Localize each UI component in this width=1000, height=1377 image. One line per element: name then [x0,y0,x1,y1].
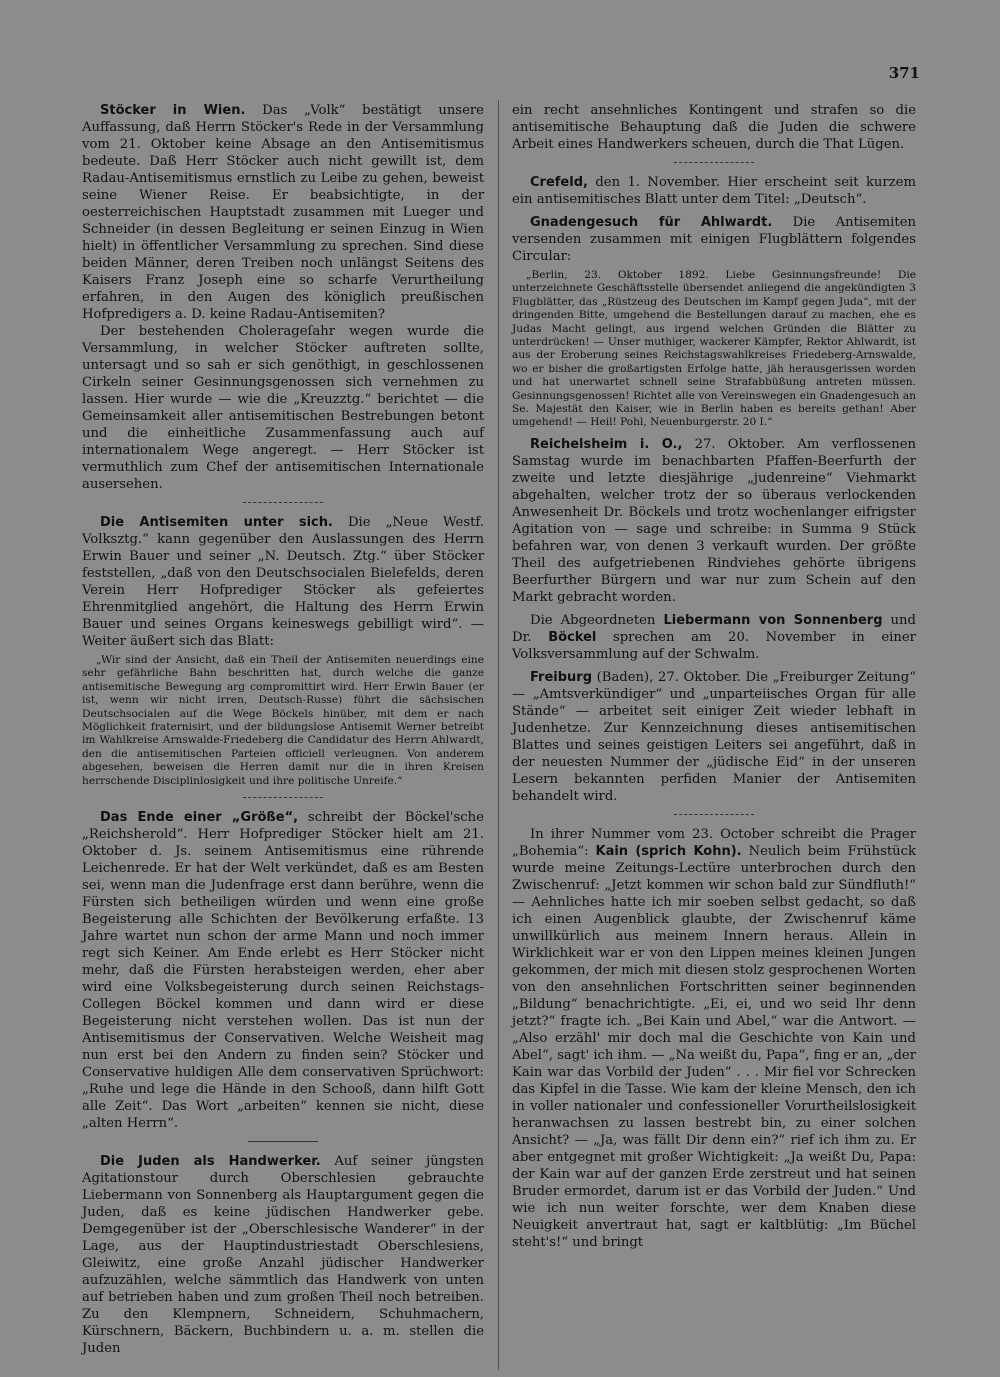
left-column [82,102,484,1357]
article-paragraph [512,669,916,805]
article-continuation: ein recht ansehnliches Kontingent und strafen so die antisemitische Behauptung daß die Juden die schwere Arbeit eines Handwerkers scheuen, durch die That Lügen. [512,103,916,152]
article-separator [243,502,323,504]
person-name: Liebermann von Sonnenberg [663,612,883,628]
article-stoecker-in-wien [82,102,484,493]
article-headline: Die Antisemiten unter sich. [100,515,333,530]
article-body: den 1. November. Hier erscheint seit kurzem ein antisemitisches Blatt unter dem Titel: „Deutsch“. [512,175,916,207]
article-text: sprechen am 20. November in einer Volksversammlung auf der Schwalm. [512,629,916,662]
article-separator [243,797,323,799]
article-paragraph [82,1153,484,1357]
article-body: schreibt der Böckel'sche „Reichsherold“. Herr Hofprediger Stöcker hielt am 21. Oktober d. Js. seinem Antisemitismus eine rührende Leichenrede. Er hat der Welt verkündet, daß es am Besten sei, wenn man die Judenfrage erst dann berühre, wenn die Fürsten sich betheiligen würden und wenn eine große Begeisterung alle Schichten der Bevölkerung erfaßte. 13 Jahre wartet nun schon der arme Mann und noch immer regt sich Keiner. Am Ende erlebt es Herr Stöcker nicht mehr, daß die Fürsten herabsteigen werden, eher aber wird eine Volksbegeisterung durch seinen Reichstags-Collegen Böckel kommen und dann wird er diese Begeisterung nicht verstehen wollen. Das ist nun der Antisemitismus der Conservativen. Welche Weisheit mag nun erst bei den Andern zu finden sein? Stöcker und Conservative huldigen Alle dem conservativen Sprüchwort: „Ruhe und lege die Hände in den Schooß, dann hilft Gott alle Zeit“. Das Wort „arbeiten“ kennen sie nicht, diese „alten Herrn“. [82,810,484,1132]
article-body: Die Antisemiten versenden zusammen mit einigen Flugblättern folgendes Circular: [512,215,916,264]
article-paragraph [512,174,916,208]
article-antisemiten-unter-sich [82,514,484,788]
article-paragraph [512,612,916,663]
article-body: Die „Neue Westf. Volksztg.“ kann gegenüber den Auslassungen des Herrn Erwin Bauer und seiner „N. Deutsch. Ztg.“ über Stöcker feststellen, „daß von den Deutschsocialen Bielefelds, deren Verein Herr Hofprediger Stöcker als gefeiertes Ehrenmitglied angehört, die Haltung des Herrn Erwin Bauer und seines Organs keineswegs gebilligt wird“. — Weiter äußert sich das Blatt: [82,515,484,649]
article-body: Auf seiner jüngsten Agitationstour durch Oberschlesien gebrauchte Liebermann von Sonnenberg als Hauptargument gegen die Juden, daß es keine jüdischen Handwerker gebe. Demgegenüber ist der „Oberschlesische Wanderer“ in der Lage, aus der Hauptindustriestadt Oberschlesiens, Gleiwitz, eine große Anzahl jüdischer Handwerker aufzuzählen, welche sämmtlich das Handwerk von unten auf betrieben haben und zum großen Theil noch betreiben. Zu den Klempnern, Schneidern, Schuhmachern, Kürschnern, Bäckern, Buchbindern u. a. m. stellen die Juden [82,1154,484,1357]
article-body: (Baden), 27. Oktober. Die „Freiburger Zeitung“ — „Amtsverkündiger“ und „unparteiisches Organ für alle Stände“ — arbeitet seit einiger Zeit wieder lebhaft in Judenhetze. Zur Kennzeichnung dieses antisemitischen Blattes und seines geistigen Leiters sei angeführt, daß in der neuesten Nummer der „jüdische Eid“ in der unseren Lesern bekannten perfiden Manier der Antisemiten behandelt wird. [512,669,916,804]
article-quote: „Wir sind der Ansicht, daß ein Theil der Antisemiten neuerdings eine sehr gefährliche Bahn beschritten hat, durch welche die ganze antisemitische Bewegung arg compromittirt wird. Herr Erwin Bauer (er ist, wenn wir nicht irren, Deutsch-Russe) führt die sächsischen Deutschsocialen auf die Wege Böckels hinüber, mit dem er nach Möglichkeit fraternisirt, und der bildungslose Antisemit Werner betreibt im Wahlkreise Arnswalde-Friedeberg die Candidatur des Herrn Ahlwardt, den die antisemitischen Parteien officiell verleugnen. Von anderem abgesehen, beweisen die Herren damit nur die in ihren Kreisen herrschende Disciplinlosigkeit und ihre politische Unreife.“ [82,654,484,787]
article-paragraph [512,214,916,265]
column-divider [498,100,499,1370]
article-headline: Reichelsheim i. O., [530,436,683,452]
article-juden-als-handwerker [82,1153,484,1357]
article-separator [674,814,754,816]
article-paragraph [82,102,484,323]
article-headline: Freiburg [530,669,593,685]
article-headline: Die Juden als Handwerker. [100,1154,321,1170]
page-number: 371 [888,64,920,82]
article-headline: Stöcker in Wien. [100,103,246,118]
article-headline: Das Ende einer „Größe“, [100,810,299,826]
article-paragraph [512,826,916,1251]
article-gnadengesuch [512,214,916,430]
article-headline: Crefeld, [530,175,588,190]
article-crefeld [512,174,916,208]
article-headline: Gnadengesuch für Ahlwardt. [530,215,773,230]
article-paragraph [82,809,484,1132]
article-abgeordneten [512,612,916,663]
article-body: 27. Oktober. Am verflossenen Samstag wurde im benachbarten Pfaffen-Beerfurth der zweite und letzte diesjährige „judenreine“ Viehmarkt abgehalten, welcher trotz der so überaus verlockenden Anwesenheit Dr. Böckels und trotz wochenlanger eifrigster Agitation von — sage und schreibe: in Summa 9 Stück befahren war, von denen 3 verkauft wurden. Der größte Theil des aufgetriebenen Rindviehes gehörte übrigens Beerfurther Bürgern und war nur zum Schein auf den Markt gebracht worden. [512,436,916,605]
article-reichelsheim [512,436,916,606]
article-body: Das „Volk“ bestätigt unsere Auffassung, daß Herrn Stöcker's Rede in der Versammlung vom 21. Oktober keine Absage an den Antisemitismus bedeute. Daß Herr Stöcker auch nicht gewillt ist, dem Radau-Antisemitismus ernstlich zu Leibe zu gehen, beweist seine Wiener Reise. Er beabsichtigte, in der oesterreichischen Hauptstadt zusammen mit Lueger und Schneider (in dessen Begleitung er seinen Einzug in Wien hielt) in öffentlicher Versammlung zu sprechen. Sind diese beiden Männer, deren Treiben noch unlängst Seitens des Kaisers Franz Joseph eine so scharfe Verurtheilung erfahren, in den Augen des königlich preußischen Hofpredigers a. D. keine Radau-Antisemiten? [82,103,484,322]
right-column [512,102,916,1251]
person-name: Böckel [548,629,597,645]
article-quote: „Berlin, 23. Oktober 1892. Liebe Gesinnungsfreunde! Die unterzeichnete Geschäftsstelle übersendet anliegend die angekündigten 3 Flugblätter, das „Rüstzeug des Deutschen im Kampf gegen Juda“, mit der dringenden Bitte, umgehend die Bestellungen darauf zu machen, ehe es Judas Macht gelingt, aus irgend welchen Gründen die Blätter zu unterdrücken! — Unser muthiger, wackerer Kämpfer, Rektor Ahlwardt, ist aus der Eroberung seines Reichstagswahlkreises Friedeberg-Arnswalde, wo er bisher die großartigsten Erfolge hatte, jäh herausgerissen worden und hat unerwartet schnell seine Strafabbüßung antreten müssen. Gesinnungsgenossen! Richtet alle von Vereinswegen ein Gnadengesuch an Se. Majestät den Kaiser, wie in Berlin haben es bereits gethan! Aber umgehend! — Heil! Pohl, Neuenburgerstr. 20 I.“ [512,269,916,429]
article-text: und Dr. [512,612,916,645]
article-paragraph: Der bestehenden Cholerageſahr wegen wurde die Versammlung, in welcher Stöcker auftreten sollte, untersagt und so sah er sich genöthigt, in geschlossenen Cirkeln seiner Gesinnungsgenossen sich vernehmen zu lassen. Hier wurde — wie die „Kreuzztg.“ berichtet — die Gemeinsamkeit aller antisemitischen Bestrebungen betont und die einheitliche Zusammenfassung auch auf internationalem Wege angeregt. — Herr Stöcker ist vermuthlich zum Chef der antisemitischen Internationale ausersehen. [82,324,484,492]
article-freiburg [512,669,916,805]
article-body: Neulich beim Frühstück wurde meine Zeitungs-Lectüre unterbrochen durch den Zwischenruf: „Jetzt kommen wir schon bald zur Sündfluth!“ — Aehnliches hatte ich mir soeben selbst gedacht, so daß ich einen Augenblick glaubte, der Zwischenruf käme unwillkürlich aus meinem Innern heraus. Allein in Wirklichkeit war er von den Lippen meines kleinen Jungen gekommen, der mich mit diesen stolz gesprochenen Worten von den ansehnlichen Fortschritten seiner beginnenden „Bildung“ benachrichtigte. „Ei, ei, und wo seid Ihr denn jetzt?“ fragte ich. „Bei Kain und Abel,“ war die Antwort. — „Also erzähl' mir doch mal die Geschichte von Kain und Abel“, sagt' ich ihm. — „Na weißt du, Papa“, fing er an, „der Kain war das Vorbild der Juden“ . . . Mir fiel vor Schrecken das Kipfel in die Tasse. Wie kam der kleine Mensch, den ich in voller nationaler und confessioneller Vorurtheilslosigkeit heranwachsen zu lassen bestrebt bin, zu einer solchen Ansicht? — „Ja, was fällt Dir denn ein?“ rief ich ihm zu. Er aber entgegnet mit großer Wichtigkeit: „Ja weißt Du, Papa: der Kain war auf der ganzen Erde zerstreut und hat seinen Bruder ermordet, darum ist er das Vorbild der Juden.“ Und wie ich nun weiter forschte, wer dem Knaben diese Neuigkeit anvertraut hat, sagt er kaltblütig: „Im Büchel steht's!“ und bringt [512,843,917,1250]
article-intro: In ihrer Nummer vom 23. October schreibt die Prager „Bohemia“: [512,826,916,859]
article-paragraph [512,436,916,606]
article-text: Die Abgeordneten [530,612,656,628]
article-separator [674,162,754,164]
article-separator [248,1141,318,1143]
article-ende-einer-groesse [82,809,484,1132]
article-kain [512,826,916,1251]
article-paragraph [82,514,484,650]
article-headline: Kain (sprich Kohn). [595,843,742,859]
